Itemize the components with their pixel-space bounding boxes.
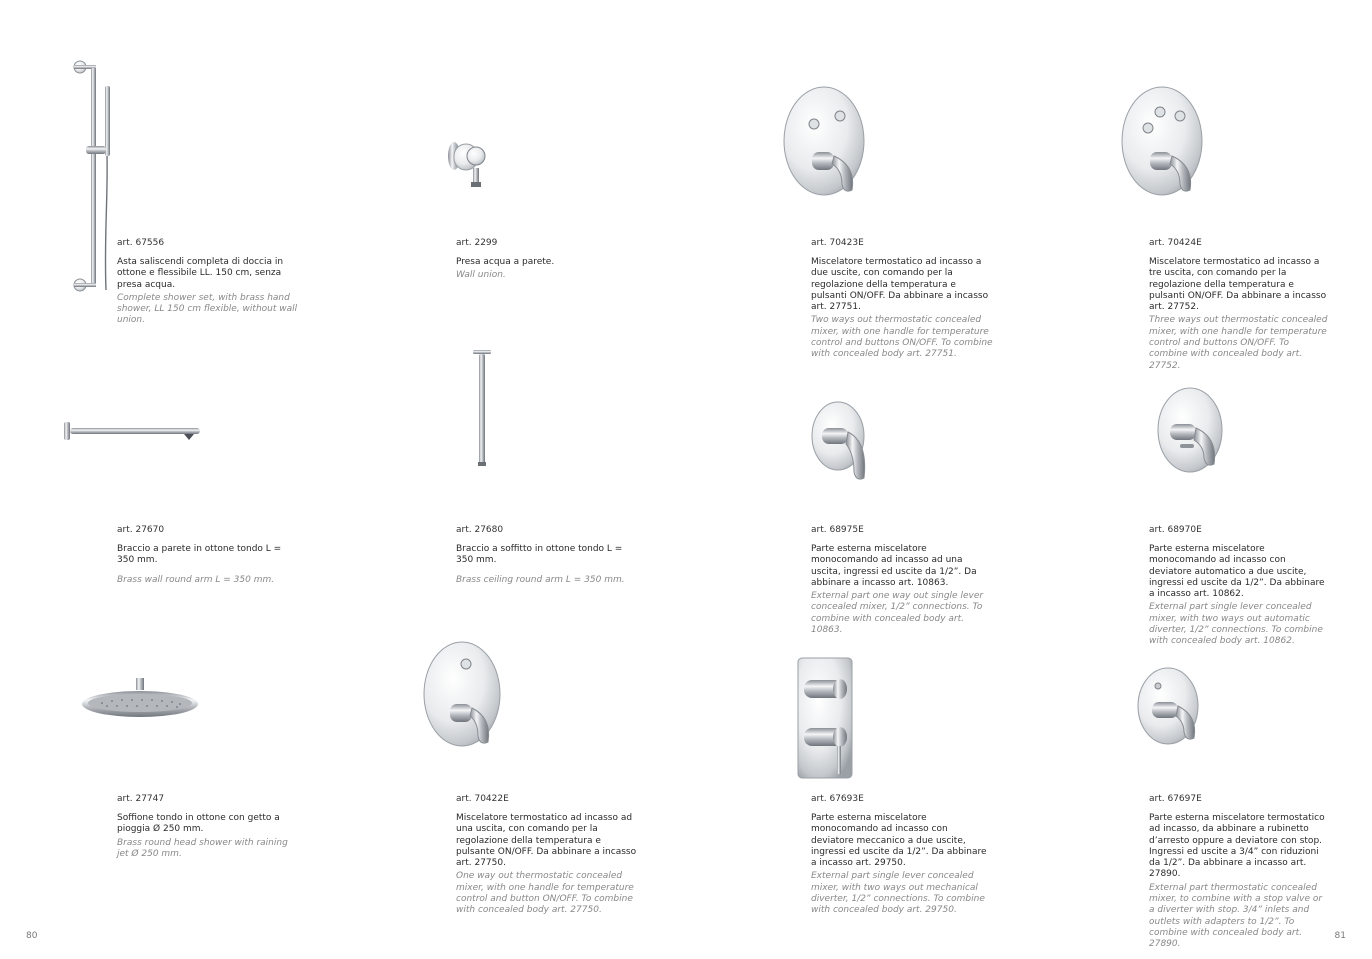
product-image-27747 [82,676,202,720]
item-2299 [456,238,638,282]
item-67556 [117,238,299,327]
description-italian: Miscelatore termostatico ad incasso a tre uscita, con comando per la regolazione della temperatura e pulsanti ON/OFF. Da abbinare a incasso art. 27752. [1149,257,1327,313]
description-english: External part single lever concealed mixer, with two ways out mechanical diverter, 1/2” connections. To combine with concealed body art. 29750. [811,871,985,916]
description-english: External part one way out single lever concealed mixer, 1/2” connections. To combine with concealed body art. 10863. [811,591,984,636]
description-english: Brass round head shower with raining jet Ø 250 mm. [117,837,288,859]
description-italian: Parte esterna miscelatore monocomando ad incasso ad una uscita, ingressi ed uscite da 1/2”. Da abbinare a incasso art. 10863. [811,544,977,588]
product-image-2299 [446,134,492,190]
product-image-67697E [1136,666,1204,750]
product-image-70422E [420,638,502,750]
description-english: Brass ceiling round arm L = 350 mm. [456,574,625,585]
description-italian: Braccio a soffitto in ottone tondo L = 350 mm. [456,544,623,566]
article-number: art. 27670 [117,525,165,535]
description-italian: Miscelatore termostatico ad incasso a due uscite, con comando per la regolazione della temperatura e pulsanti ON/OFF. Da abbinare a incasso art. 27751. [811,257,989,313]
description-english: Three ways out thermostatic concealed mixer, with one handle for temperature control and buttons ON/OFF. To combine with concealed body art. 27752. [1149,315,1328,371]
description-english: One way out thermostatic concealed mixer, with one handle for temperature control and button ON/OFF. To combine with concealed body art. 27750. [456,871,634,916]
page-number-left: 80 [26,931,38,941]
description-italian: Braccio a parete in ottone tondo L = 350 mm. [117,544,282,566]
description-english: External part thermostatic concealed mixer, to combine with a stop valve or a diverter with stop. 3/4” inlets and outlets with adapters to 1/2”. To combine with concealed body art. 27890. [1149,882,1323,950]
description-english: Wall union. [456,270,506,281]
product-image-67693E [796,656,856,780]
product-image-70424E [1120,84,1204,198]
product-image-27670 [62,418,204,446]
right-page [686,0,1372,959]
item-67693E [811,794,993,917]
description-italian: Asta saliscendi completa di doccia in ottone e flessibile LL. 150 cm, senza presa acqua. [117,257,284,290]
item-27680 [456,525,632,586]
description-italian: Soffione tondo in ottone con getto a pioggia Ø 250 mm. [117,813,280,835]
article-number: art. 68970E [1149,525,1202,535]
description-italian: Presa acqua a parete. [456,257,555,267]
description-italian: Parte esterna miscelatore termostatico ad incasso, da abbinare a rubinetto d’arresto oppure a deviatore con stop. Ingressi ed uscite a 3/4” con riduzioni da 1/2”. Da abbinare a incasso art. 27890. [1149,813,1325,880]
item-68975E [811,525,993,636]
item-27747 [117,794,299,860]
product-image-67556 [64,58,124,298]
item-70423E [811,238,993,361]
description-english: Brass wall round arm L = 350 mm. [117,574,275,585]
item-70422E [456,794,638,917]
description-english: Complete shower set, with brass hand shower, LL 150 cm flexible, without wall union. [117,292,298,326]
article-number: art. 27747 [117,794,165,804]
description-english: Two ways out thermostatic concealed mixer, with one handle for temperature control and buttons ON/OFF. To combine with concealed body art. 27751. [811,315,993,360]
article-number: art. 2299 [456,238,498,248]
product-image-27680 [470,348,494,470]
article-number: art. 70422E [456,794,509,804]
page-number-right: 81 [1334,931,1346,941]
product-image-68970E [1156,386,1224,476]
description-english: External part single lever concealed mixer, with two ways out automatic diverter, 1/2” connections. To combine with concealed body art. 10862. [1149,602,1323,647]
description-italian: Miscelatore termostatico ad incasso ad una uscita, con comando per la regolazione della temperatura e pulsante ON/OFF. Da abbinare a incasso art. 27750. [456,813,637,869]
item-70424E [1149,238,1329,372]
article-number: art. 70423E [811,238,864,248]
article-number: art. 67697E [1149,794,1202,804]
item-68970E [1149,525,1331,648]
article-number: art. 67556 [117,238,165,248]
item-67697E [1149,794,1329,951]
description-italian: Parte esterna miscelatore monocomando ad incasso con deviatore meccanico a due uscite, ingressi ed uscite da 1/2”. Da abbinare a incasso art. 29750. [811,813,987,869]
article-number: art. 67693E [811,794,864,804]
item-27670 [117,525,293,586]
product-image-68975E [810,400,870,486]
article-number: art. 27680 [456,525,504,535]
article-number: art. 70424E [1149,238,1202,248]
article-number: art. 68975E [811,525,864,535]
description-italian: Parte esterna miscelatore monocomando ad incasso con deviatore automatico a due uscite, ingressi ed uscite da 1/2”. Da abbinare a incasso art. 10862. [1149,544,1325,600]
product-image-70423E [782,84,866,198]
